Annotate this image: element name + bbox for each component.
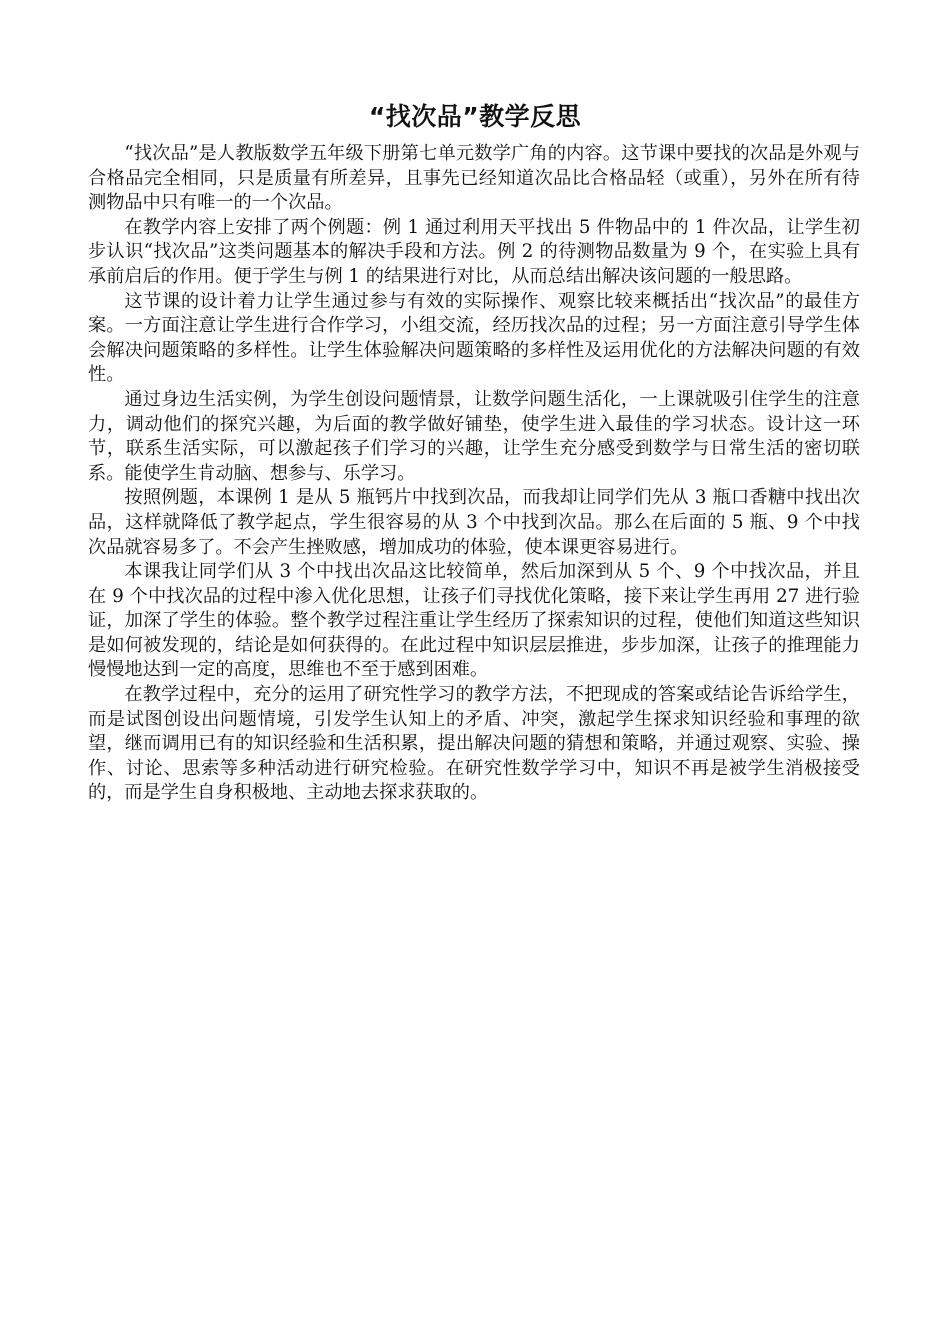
paragraph-starting-point: 按照例题，本课例 1 是从 5 瓶钙片中找到次品，而我却让同学们先从 3 瓶口香糖中找出次品，这样就降低了教学起点，学生很容易的从 3 个中找到次品。那么在后面的 5 瓶、9 个中找次品就容易多了。不会产生挫败感，增加成功的体验，使本课更容易进行。 (88, 487, 860, 558)
document-title: “找次品”教学反思 (368, 102, 582, 131)
paragraph-examples: 在教学内容上安排了两个例题：例 1 通过利用天平找出 5 件物品中的 1 件次品，让学生初步认识“找次品”这类问题基本的解决手段和方法。例 2 的待测物品数量为 9 个，在实验上具有承前启后的作用。便于学生与例 1 的结果进行对比，从而总结出解决该问题的一般思路。 (88, 216, 860, 287)
paragraph-research-learning: 在教学过程中，充分的运用了研究性学习的教学方法，不把现成的答案或结论告诉给学生，而是试图创设出问题情境，引发学生认知上的矛盾、冲突，激起学生探求知识经验和事理的欲望，继而调用已有的知识经验和生活积累，提出解决问题的猜想和策略，并通过观察、实验、操作、讨论、思索等多种活动进行研究检验。在研究性数学学习中，知识不再是被学生消极接受的，而是学生自身积极地、主动地去探求获取的。 (88, 684, 860, 804)
document-body (88, 142, 860, 806)
paragraph-intro: “找次品”是人教版数学五年级下册第七单元数学广角的内容。这节课中要找的次品是外观与合格品完全相同，只是质量有所差异，且事先已经知道次品比合格品轻（或重），另外在所有待测物品中只有唯一的一个次品。 (88, 143, 860, 214)
paragraph-design: 这节课的设计着力让学生通过参与有效的实际操作、观察比较来概括出“找次品”的最佳方案。一方面注意让学生进行合作学习，小组交流，经历找次品的过程；另一方面注意引导学生体会解决问题策略的多样性。让学生体验解决问题策略的多样性及运用优化的方法解决问题的有效性。 (88, 290, 860, 386)
paragraph-progression: 本课我让同学们从 3 个中找出次品这比较简单，然后加深到从 5 个、9 个中找次品，并且在 9 个中找次品的过程中渗入优化思想，让孩子们寻找优化策略，接下来让学生再用 27 进行验证，加深了学生的体验。整个教学过程注重让学生经历了探索知识的过程，使他们知道这些知识是如何被发现的，结论是如何获得的。在此过程中知识层层推进，步步加深，让孩子的推理能力慢慢地达到一定的高度，思维也不至于感到困难。 (88, 561, 860, 681)
paragraph-life-examples: 通过身边生活实例，为学生创设问题情景，让数学问题生活化，一上课就吸引住学生的注意力，调动他们的探究兴趣，为后面的教学做好铺垫，使学生进入最佳的学习状态。设计这一环节，联系生活实际，可以激起孩子们学习的兴趣，让学生充分感受到数学与日常生活的密切联系。能使学生肯动脑、想参与、乐学习。 (88, 388, 860, 484)
